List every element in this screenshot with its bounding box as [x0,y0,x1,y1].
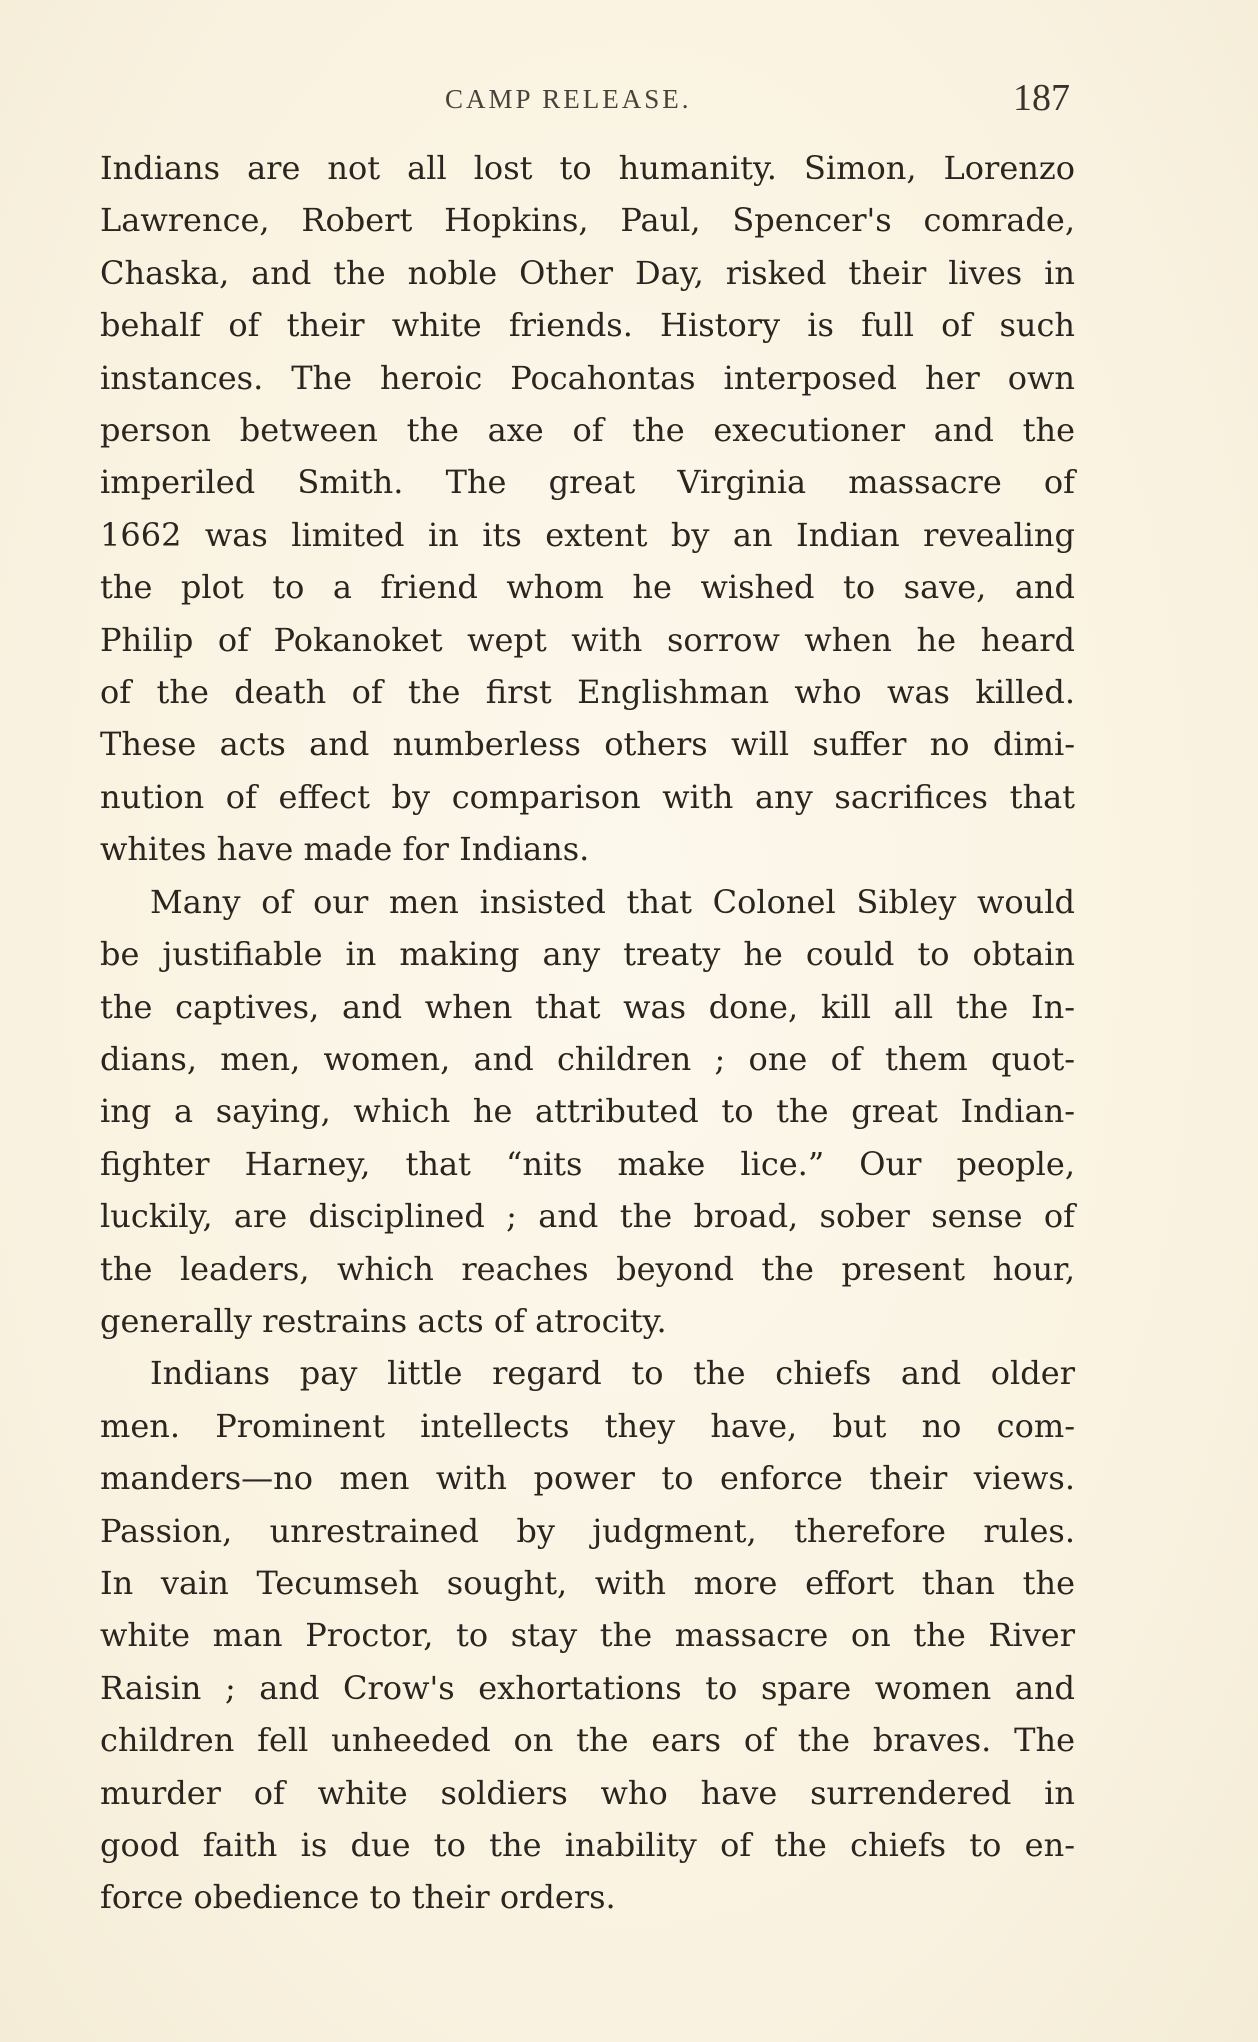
text-line: nution of effect by comparison with any sacrifices that [100,777,1075,816]
text-line: the leaders, which reaches beyond the present hour, [100,1249,1075,1288]
text-line: dians, men, women, and children ; one of them quot- [100,1039,1075,1078]
text-line: Raisin ; and Crow's exhortations to spare women and [100,1668,1075,1707]
text-line: the captives, and when that was done, kill all the In- [100,987,1075,1026]
body-text [100,142,1075,1924]
text-line: Philip of Pokanoket wept with sorrow when he heard [100,620,1075,659]
text-line: of the death of the first Englishman who was killed. [100,673,1075,712]
text-line: In vain Tecumseh sought, with more effort than the [100,1563,1075,1602]
text-line: ing a saying, which he attributed to the great Indian- [100,1092,1075,1131]
text-line: These acts and numberless others will suffer no dimi- [100,725,1075,764]
text-line: luckily, are disciplined ; and the broad, sober sense of [100,1197,1075,1236]
text-line: 1662 was limited in its extent by an Indian revealing [100,515,1075,554]
text-line: Chaska, and the noble Other Day, risked their lives in [100,253,1075,292]
text-line: Indians are not all lost to humanity. Simon, Lorenzo [100,149,1075,187]
text-line: fighter Harney, that “nits make lice.” Our people, [100,1144,1075,1183]
text-line: Passion, unrestrained by judgment, therefore rules. [100,1511,1075,1550]
text-line: children fell unheeded on the ears of the braves. The [100,1721,1075,1760]
text-line: manders—no men with power to enforce their views. [100,1459,1075,1498]
text-line: Lawrence, Robert Hopkins, Paul, Spencer's comrade, [100,201,1075,240]
text-line: the plot to a friend whom he wished to save, and [100,568,1075,607]
text-line: be justifiable in making any treaty he could to obtain [100,935,1075,974]
text-line: instances. The heroic Pocahontas interposed her own [100,358,1075,397]
running-head-title: CAMP RELEASE. [445,84,692,114]
page-number: 187 [1013,77,1070,119]
text-line: Many of our men insisted that Colonel Sibley would [150,882,1075,921]
text-line: imperiled Smith. The great Virginia massacre of [100,463,1075,502]
paragraph-3 [100,1347,1075,1923]
text-line: whites have made for Indians. [100,830,590,869]
text-line: white man Proctor, to stay the massacre on the River [100,1616,1075,1655]
text-line: murder of white soldiers who have surrendered in [100,1773,1075,1812]
paragraph-2 [100,876,1075,1348]
text-line: behalf of their white friends. History is full of such [100,306,1075,345]
text-line: good faith is due to the inability of the chiefs to en- [100,1826,1075,1864]
running-head [100,78,1075,128]
text-line: Indians pay little regard to the chiefs and older [150,1354,1075,1393]
text-line: person between the axe of the executioner and the [100,411,1075,450]
paragraph-1 [100,142,1075,876]
text-line: generally restrains acts of atrocity. [100,1301,667,1340]
text-line: men. Prominent intellects they have, but no com- [100,1406,1075,1445]
text-line: force obedience to their orders. [100,1878,616,1917]
